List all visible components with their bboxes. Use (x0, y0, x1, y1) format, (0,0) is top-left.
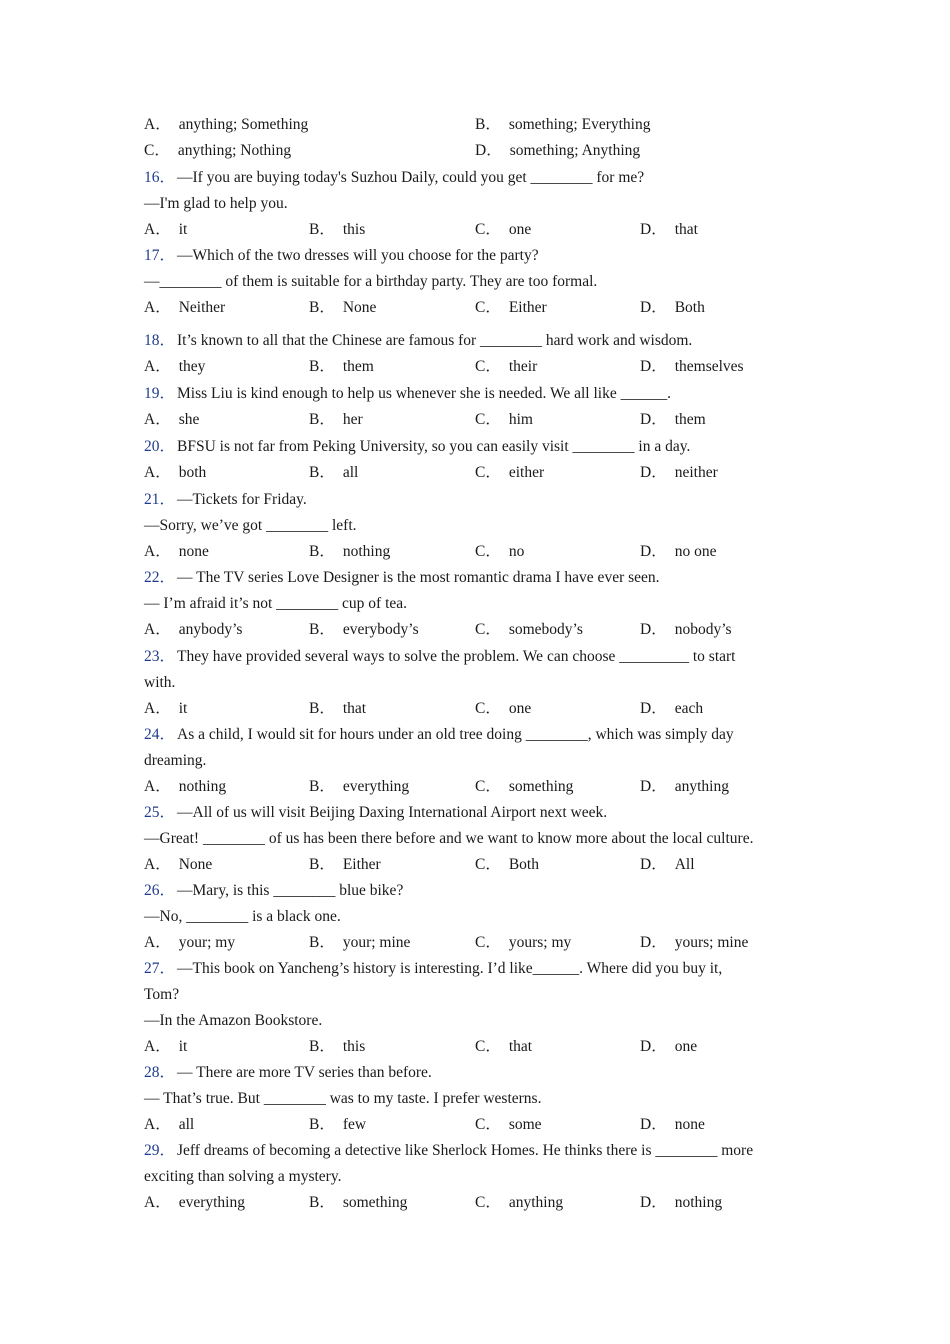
option-letter: B． (309, 934, 335, 951)
question-text: They have provided several ways to solve the problem. We can choose _________ to start (177, 648, 736, 665)
question-text: — I’m afraid it’s not ________ cup of tea. (144, 595, 408, 612)
question-number: 20． (144, 438, 176, 455)
question-line (144, 829, 814, 849)
option-letter: C． (475, 358, 501, 375)
question-text: Tom? (144, 986, 180, 1003)
question-number: 18． (144, 332, 176, 349)
option-letter: D． (640, 621, 667, 638)
option-a (144, 463, 206, 483)
option-letter: A． (144, 778, 171, 795)
option-text: Both (508, 856, 539, 873)
option-text: that (342, 700, 367, 717)
option-c (475, 298, 547, 318)
option-b (309, 933, 410, 953)
option-letter: A． (144, 1038, 171, 1055)
question-text: —Tickets for Friday. (177, 491, 307, 508)
question-stem (144, 437, 814, 457)
question-text: —Sorry, we’ve got ________ left. (144, 517, 357, 534)
option-d (640, 777, 729, 797)
option-letter: D． (640, 543, 667, 560)
option-text: that (674, 221, 698, 238)
question-number: 23． (144, 648, 176, 665)
option-letter: A． (144, 221, 171, 238)
question-stem (144, 803, 814, 823)
option-letter: B． (475, 116, 501, 133)
option-d (640, 463, 718, 483)
option-text: anything; Something (178, 116, 309, 133)
option-text: them (674, 411, 706, 428)
option-letter: C． (475, 221, 501, 238)
option-d (640, 542, 716, 562)
option-letter: B． (309, 411, 335, 428)
question-number: 17． (144, 247, 176, 264)
option-letter: D． (640, 856, 667, 873)
question-text: —I'm glad to help you. (144, 195, 288, 212)
option-d (640, 1115, 705, 1135)
option-letter: B． (309, 464, 335, 481)
option-letter: A． (144, 299, 171, 316)
option-text: none (178, 543, 209, 560)
option-a (144, 777, 226, 797)
option-text: this (342, 221, 366, 238)
option-text: everything (178, 1194, 245, 1211)
option-letter: B． (309, 700, 335, 717)
option-b (309, 220, 365, 240)
option-c (475, 699, 531, 719)
option-letter: C． (475, 1194, 501, 1211)
option-text: each (674, 700, 704, 717)
option-text: None (342, 299, 377, 316)
option-letter: D． (640, 464, 667, 481)
option-d (640, 699, 703, 719)
option-c (475, 933, 571, 953)
option-b (309, 1115, 366, 1135)
option-letter: A． (144, 1116, 171, 1133)
question-stem (144, 1141, 814, 1161)
option-letter: D． (640, 358, 667, 375)
option-d (640, 410, 706, 430)
question-line (144, 1167, 814, 1187)
option-text: one (508, 221, 532, 238)
question-number: 19． (144, 385, 176, 402)
option-b (309, 298, 376, 318)
question-stem (144, 647, 814, 667)
option-letter: B． (309, 856, 335, 873)
option-text: None (178, 856, 213, 873)
option-text: neither (674, 464, 718, 481)
question-stem (144, 246, 814, 266)
option-letter: D． (640, 299, 667, 316)
option-text: somebody’s (508, 621, 583, 638)
option-c (475, 463, 544, 483)
option-d (640, 220, 698, 240)
option-b (309, 777, 409, 797)
question-text: BFSU is not far from Peking University, so you can easily visit ________ in a day. (177, 438, 691, 455)
option-letter: B． (309, 543, 335, 560)
question-number: 24． (144, 726, 176, 743)
question-text: — There are more TV series than before. (177, 1064, 432, 1081)
option-text: that (508, 1038, 533, 1055)
option-text: one (508, 700, 532, 717)
option-d (640, 1193, 722, 1213)
question-text: —Which of the two dresses will you choose for the party? (177, 247, 539, 264)
option-letter: C． (475, 856, 501, 873)
question-text: —All of us will visit Beijing Daxing International Airport next week. (177, 804, 608, 821)
option-letter: A． (144, 1194, 171, 1211)
question-text: —In the Amazon Bookstore. (144, 1012, 323, 1029)
option-text: one (674, 1038, 698, 1055)
option-a (144, 1037, 187, 1057)
question-number: 29． (144, 1142, 176, 1159)
option-a (144, 620, 242, 640)
question-number: 26． (144, 882, 176, 899)
option-letter: C． (475, 411, 501, 428)
option-a (144, 542, 209, 562)
question-line (144, 907, 814, 927)
option-text: something; Anything (509, 142, 641, 159)
option-letter: D． (640, 1194, 667, 1211)
option-b (309, 542, 390, 562)
question-stem (144, 490, 814, 510)
question-number: 21． (144, 491, 176, 508)
option-letter: D． (475, 142, 502, 159)
question-text: with. (144, 674, 176, 691)
question-line (144, 272, 814, 292)
option-text: everything (342, 778, 410, 795)
option-letter: B． (309, 621, 335, 638)
option-text: everybody’s (342, 621, 419, 638)
option-text: no (508, 543, 525, 560)
option-text: some (508, 1116, 542, 1133)
question-number: 22． (144, 569, 176, 586)
question-stem (144, 881, 814, 901)
option-c (475, 357, 537, 377)
option-b (309, 620, 419, 640)
option-a (144, 298, 225, 318)
option-a (144, 115, 308, 135)
question-stem (144, 168, 814, 188)
option-d (640, 620, 732, 640)
option-letter: C． (475, 299, 501, 316)
option-text: yours; my (508, 934, 572, 951)
option-b (309, 855, 381, 875)
question-text: —This book on Yancheng’s history is interesting. I’d like______. Where did you buy it, (177, 960, 723, 977)
question-text: As a child, I would sit for hours under an old tree doing ________, which was simply day (177, 726, 734, 743)
question-stem (144, 568, 814, 588)
option-text: nothing (342, 543, 391, 560)
option-text: anything; Nothing (177, 142, 292, 159)
option-c (475, 1115, 542, 1135)
option-letter: A． (144, 621, 171, 638)
option-b (309, 1193, 407, 1213)
option-c (475, 620, 583, 640)
option-a (144, 357, 205, 377)
option-text: no one (674, 543, 717, 560)
question-text: — That’s true. But ________ was to my taste. I prefer westerns. (144, 1090, 542, 1107)
question-text: —No, ________ is a black one. (144, 908, 341, 925)
option-d (475, 141, 640, 161)
option-letter: B． (309, 1116, 335, 1133)
option-c (475, 220, 531, 240)
option-text: none (674, 1116, 705, 1133)
option-text: yours; mine (674, 934, 749, 951)
option-text: she (178, 411, 200, 428)
option-letter: D． (640, 778, 667, 795)
option-text: nothing (178, 778, 227, 795)
option-letter: C． (475, 1116, 501, 1133)
option-c (144, 141, 291, 161)
question-line (144, 1089, 814, 1109)
option-d (640, 933, 748, 953)
option-c (475, 1193, 563, 1213)
question-stem (144, 331, 814, 351)
option-letter: C． (144, 142, 170, 159)
question-stem (144, 725, 814, 745)
option-text: this (342, 1038, 366, 1055)
option-letter: B． (309, 358, 335, 375)
option-letter: C． (475, 543, 501, 560)
option-a (144, 410, 199, 430)
option-letter: B． (309, 1038, 335, 1055)
option-text: anything (674, 778, 729, 795)
option-letter: B． (309, 1194, 335, 1211)
question-text: — The TV series Love Designer is the most romantic drama I have ever seen. (177, 569, 660, 586)
option-a (144, 1115, 194, 1135)
option-text: either (508, 464, 545, 481)
question-stem (144, 959, 814, 979)
option-letter: C． (475, 700, 501, 717)
question-line (144, 194, 814, 214)
option-c (475, 855, 539, 875)
option-text: All (674, 856, 695, 873)
option-letter: D． (640, 1038, 667, 1055)
option-text: Either (508, 299, 547, 316)
option-text: Neither (178, 299, 226, 316)
option-d (640, 855, 695, 875)
option-text: nobody’s (674, 621, 732, 638)
option-letter: A． (144, 934, 171, 951)
option-letter: C． (475, 934, 501, 951)
option-b (309, 1037, 365, 1057)
option-text: anybody’s (178, 621, 243, 638)
option-text: something (508, 778, 574, 795)
option-text: her (342, 411, 363, 428)
option-c (475, 410, 533, 430)
option-text: themselves (674, 358, 744, 375)
option-letter: C． (475, 621, 501, 638)
option-a (144, 933, 235, 953)
option-letter: D． (640, 1116, 667, 1133)
question-text: Jeff dreams of becoming a detective like Sherlock Homes. He thinks there is ________ more (177, 1142, 754, 1159)
option-text: both (178, 464, 207, 481)
option-letter: B． (309, 778, 335, 795)
option-text: nothing (674, 1194, 723, 1211)
question-text: exciting than solving a mystery. (144, 1168, 342, 1185)
option-letter: D． (640, 700, 667, 717)
question-text: —Great! ________ of us has been there before and we want to know more about the local culture. (144, 830, 754, 847)
option-letter: D． (640, 221, 667, 238)
question-text: It’s known to all that the Chinese are famous for ________ hard work and wisdom. (177, 332, 693, 349)
question-number: 25． (144, 804, 176, 821)
option-text: your; mine (342, 934, 411, 951)
option-text: anything (508, 1194, 564, 1211)
question-text: Miss Liu is kind enough to help us whenever she is needed. We all like ______. (177, 385, 671, 402)
option-letter: A． (144, 543, 171, 560)
option-b (309, 357, 374, 377)
option-letter: A． (144, 700, 171, 717)
option-text: something (342, 1194, 408, 1211)
question-line (144, 516, 814, 536)
option-c (475, 777, 573, 797)
option-letter: D． (640, 934, 667, 951)
question-number: 16． (144, 169, 176, 186)
option-text: Both (674, 299, 705, 316)
question-line (144, 751, 814, 771)
question-number: 27． (144, 960, 176, 977)
option-d (640, 298, 705, 318)
option-d (640, 357, 744, 377)
option-a (144, 1193, 245, 1213)
option-text: they (178, 358, 206, 375)
option-text: something; Everything (508, 116, 651, 133)
question-stem (144, 1063, 814, 1083)
option-text: it (178, 1038, 188, 1055)
option-d (640, 1037, 697, 1057)
option-text: few (342, 1116, 367, 1133)
option-letter: A． (144, 464, 171, 481)
option-text: him (508, 411, 533, 428)
question-number: 28． (144, 1064, 176, 1081)
option-a (144, 855, 212, 875)
question-stem (144, 384, 814, 404)
option-text: their (508, 358, 538, 375)
question-text: dreaming. (144, 752, 207, 769)
option-b (475, 115, 650, 135)
option-c (475, 542, 524, 562)
option-c (475, 1037, 532, 1057)
question-text: —________ of them is suitable for a birthday party. They are too formal. (144, 273, 598, 290)
option-text: it (178, 700, 188, 717)
option-letter: A． (144, 358, 171, 375)
option-letter: B． (309, 299, 335, 316)
option-text: all (178, 1116, 195, 1133)
question-line (144, 673, 814, 693)
question-text: —If you are buying today's Suzhou Daily, could you get ________ for me? (177, 169, 645, 186)
option-letter: A． (144, 411, 171, 428)
option-letter: A． (144, 116, 171, 133)
option-letter: D． (640, 411, 667, 428)
option-letter: B． (309, 221, 335, 238)
option-text: them (342, 358, 374, 375)
option-text: it (178, 221, 188, 238)
option-b (309, 699, 366, 719)
option-text: Either (342, 856, 381, 873)
option-b (309, 410, 363, 430)
question-line (144, 1011, 814, 1031)
option-a (144, 699, 187, 719)
option-b (309, 463, 358, 483)
option-letter: C． (475, 778, 501, 795)
option-text: your; my (178, 934, 236, 951)
option-letter: A． (144, 856, 171, 873)
option-letter: C． (475, 1038, 501, 1055)
question-line (144, 594, 814, 614)
option-a (144, 220, 187, 240)
question-text: —Mary, is this ________ blue bike? (177, 882, 404, 899)
option-text: all (342, 464, 359, 481)
option-letter: C． (475, 464, 501, 481)
question-line (144, 985, 814, 1005)
